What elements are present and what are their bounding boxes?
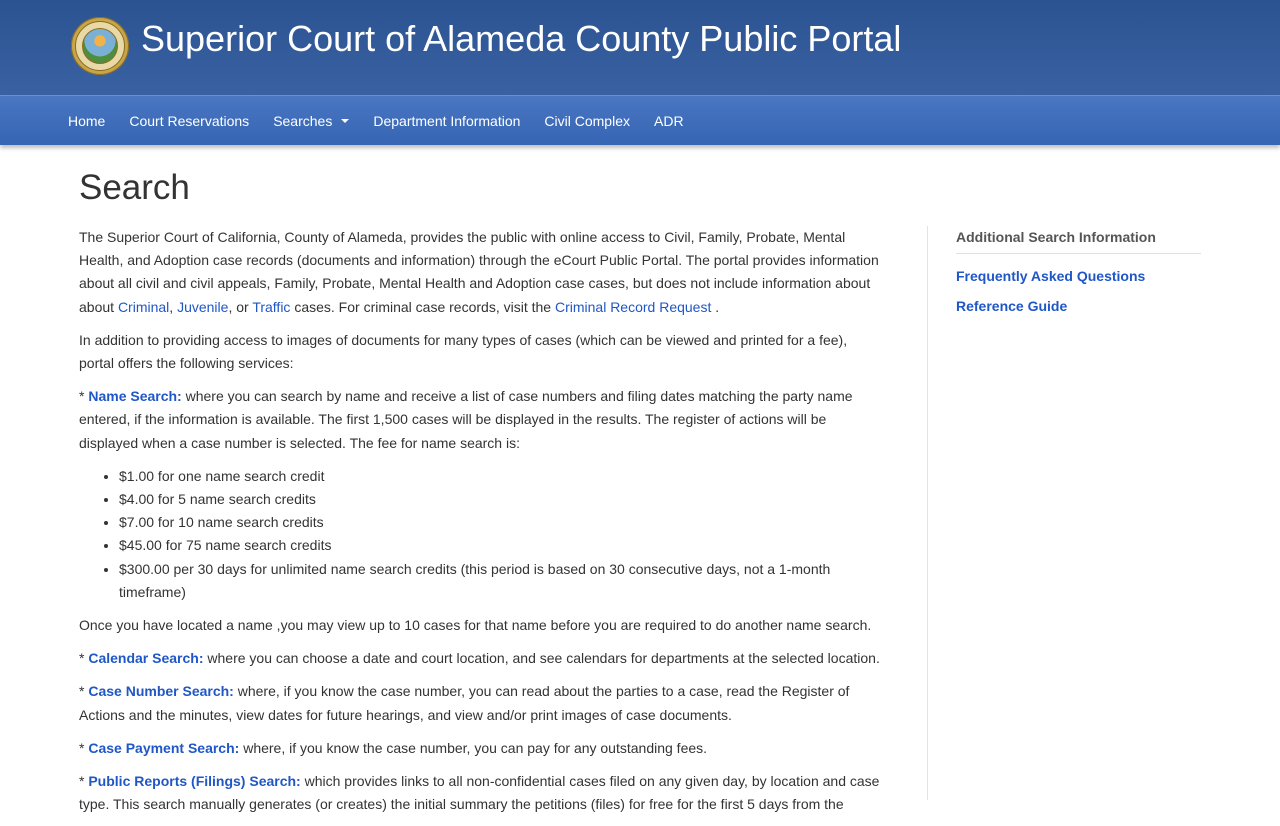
main-navigation <box>0 95 1280 145</box>
bullet-marker: * <box>79 683 89 700</box>
list-item: • $7.00 for 10 name search credits <box>119 511 881 534</box>
name-search-link[interactable]: Name Search: <box>88 388 182 405</box>
nav-item-label: ADR <box>654 112 684 129</box>
name-search-note: Once you have located a name ,you may view up to 10 cases for that name before you are required to do another name search. <box>79 617 872 634</box>
services-intro: In addition to providing access to images of documents for many types of cases (which can be viewed and printed for a fee), portal offers the following services: <box>79 331 848 372</box>
separator-text: , or <box>228 298 253 315</box>
case-payment-search-paragraph <box>79 737 881 760</box>
nav-item-court-reservations[interactable] <box>117 113 261 129</box>
criminal-link[interactable]: Criminal <box>117 298 170 315</box>
calendar-search-paragraph <box>79 647 881 670</box>
nav-item-searches[interactable] <box>261 113 361 129</box>
intro-text: The Superior Court of California, County of Alameda, provides the public with online access to Civil, Family, Probate, Mental Health, and Adoption case records (documents and information) through the eCourt Public Portal. The portal provides information about all civil and civil appeals, Family, Probate, Mental Health and Adoption case cases, but does not include information about about <box>79 229 879 315</box>
sidebar-heading: Additional Search Information <box>956 229 1201 254</box>
nav-item-label: Court Reservations <box>129 112 250 129</box>
separator-text: , <box>169 298 178 315</box>
list-item: • $45.00 for 75 name search credits <box>119 534 881 557</box>
criminal-record-request-link[interactable]: Criminal Record Request <box>554 298 712 315</box>
intro-text: . <box>711 298 720 315</box>
case-payment-search-description: where, if you know the case number, you can pay for any outstanding fees. <box>239 739 708 756</box>
traffic-link[interactable]: Traffic <box>252 298 291 315</box>
nav-item-label: Department Information <box>373 112 521 129</box>
california-state-seal-icon[interactable] <box>71 17 129 75</box>
nav-item-civil-complex[interactable] <box>532 113 642 129</box>
main-content <box>79 226 881 826</box>
nav-item-label: Home <box>68 112 106 129</box>
public-reports-description: which provides links to all non-confidential cases filed on any given day, by location and case type. This search manually generates (or creates) the initial summary the petitions (files) for free for the first 5 days from the <box>79 773 880 813</box>
site-header <box>0 0 1280 95</box>
public-reports-paragraph <box>79 770 881 816</box>
bullet-marker: * <box>79 650 89 667</box>
nav-item-label: Searches <box>273 112 333 129</box>
column-divider <box>927 226 928 800</box>
fee-list <box>79 465 881 604</box>
reference-guide-link[interactable]: Reference Guide <box>956 298 1068 314</box>
public-reports-search-link[interactable]: Public Reports (Filings) Search: <box>88 773 301 790</box>
name-search-description: where you can search by name and receive a list of case numbers and filing dates matching the party name entered, if the information is available. The first 1,500 cases will be displayed in the results. The register of actions will be displayed when a case number is selected. The fee for name search is: <box>79 388 853 451</box>
list-item: • $4.00 for 5 name search credits <box>119 488 881 511</box>
intro-text: cases. For criminal case records, visit the <box>290 298 555 315</box>
page-title: Search <box>79 168 190 207</box>
list-item: • $300.00 per 30 days for unlimited name search credits (this period is based on 30 consecutive days, not a 1-month timeframe) <box>119 558 881 604</box>
calendar-search-link[interactable]: Calendar Search: <box>88 650 204 667</box>
calendar-search-description: where you can choose a date and court location, and see calendars for departments at the selected location. <box>203 650 880 667</box>
site-title[interactable]: Superior Court of Alameda County Public Portal <box>141 18 902 59</box>
case-number-search-paragraph <box>79 680 881 726</box>
juvenile-link[interactable]: Juvenile <box>177 298 229 315</box>
nav-item-department-information[interactable] <box>361 113 532 129</box>
nav-item-label: Civil Complex <box>544 112 630 129</box>
faq-link[interactable]: Frequently Asked Questions <box>956 268 1146 284</box>
caret-down-icon <box>341 119 349 123</box>
bullet-marker: * <box>79 388 89 405</box>
case-payment-search-link[interactable]: Case Payment Search: <box>88 739 240 756</box>
intro-paragraph <box>79 226 881 319</box>
case-number-search-description: where, if you know the case number, you can read about the parties to a case, read the Register of Actions and the minutes, view dates for future hearings, and view and/or print images of case documents. <box>79 683 850 723</box>
nav-item-adr[interactable] <box>642 113 696 129</box>
bullet-marker: * <box>79 773 89 790</box>
bullet-marker: * <box>79 739 89 756</box>
nav-item-home[interactable] <box>56 113 117 129</box>
case-number-search-link[interactable]: Case Number Search: <box>88 683 234 700</box>
seal-center <box>82 28 118 64</box>
name-search-paragraph <box>79 385 881 455</box>
list-item: • $1.00 for one name search credit <box>119 465 881 488</box>
sidebar <box>956 229 1201 326</box>
